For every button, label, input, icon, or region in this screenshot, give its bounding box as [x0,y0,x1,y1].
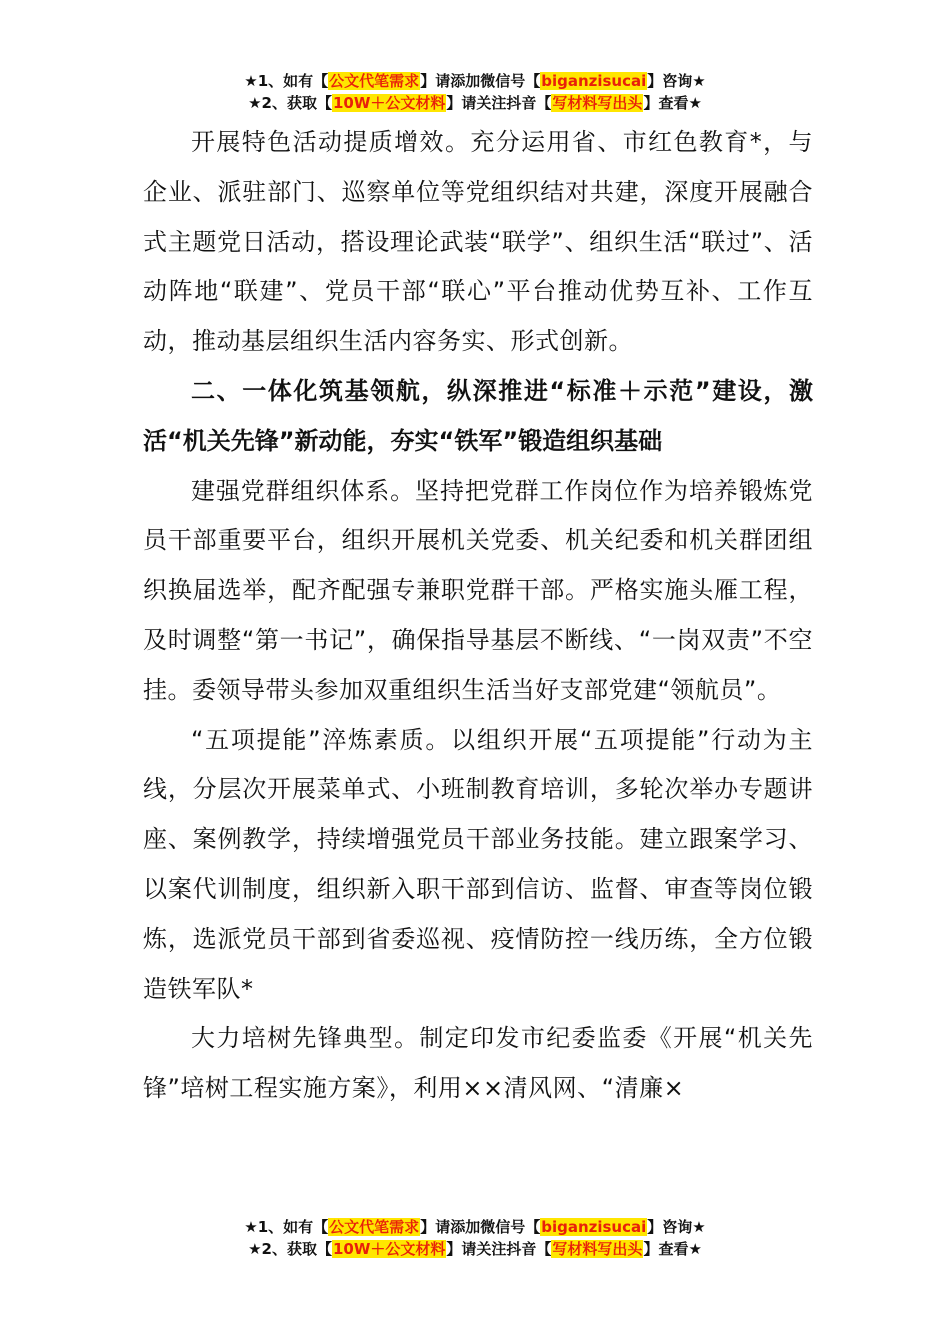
banner-line-2-prefix: ★2、获取【 [248,94,332,112]
footer-line-2-mid: 】请关注抖音【 [446,1240,552,1258]
footer-line-2-highlight-douyin: 写材料写出头 [552,1240,643,1258]
header-banner [0,70,950,114]
banner-line-1-mid: 】请添加微信号【 [420,72,541,90]
banner-line-1-suffix: 】咨询★ [647,72,706,90]
footer-line-1-suffix: 】咨询★ [647,1218,706,1236]
footer-line-1-highlight-wechat: biganzisucai [541,1218,647,1236]
banner-line-1-prefix: ★1、如有【 [244,72,329,90]
banner-line-1-highlight-wechat: biganzisucai [541,72,647,90]
footer-banner-line-1 [0,1216,950,1238]
banner-line-2 [0,92,950,114]
banner-line-2-highlight-douyin: 写材料写出头 [552,94,643,112]
footer-banner-line-2 [0,1238,950,1260]
banner-line-1-highlight-service: 公文代笔需求 [329,72,420,90]
banner-line-1 [0,70,950,92]
banner-line-2-highlight-materials: 10W＋公文材料 [332,94,446,112]
paragraph-party-organization-system: 建强党群组织体系。坚持把党群工作岗位作为培养锻炼党员干部重要平台，组织开展机关党委、机关纪委和机关群团组织换届选举，配齐配强专兼职党群干部。严格实施头雁工程，及时调整“第一书记”，确保指导基层不断线、“一岗双责”不空挂。委领导带头参加双重组织生活当好支部党建“领航员”。 [143,476,813,704]
document-body [143,118,813,1114]
paragraph-special-activities: 开展特色活动提质增效。充分运用省、市红色教育*，与企业、派驻部门、巡察单位等党组织结对共建，深度开展融合式主题党日活动，搭设理论武装“联学”、组织生活“联过”、活动阵地“联建”、党员干部“联心”平台推动优势互补、工作互动，推动基层组织生活内容务实、形式创新。 [143,128,813,356]
footer-line-1-prefix: ★1、如有【 [244,1218,329,1236]
banner-line-2-suffix: 】查看★ [643,94,702,112]
footer-line-1-highlight-service: 公文代笔需求 [329,1218,420,1236]
paragraph-pioneer-models: 大力培树先锋典型。制定印发市纪委监委《开展“机关先锋”培树工程实施方案》，利用××清风网、“清廉× [143,1024,813,1103]
footer-line-2-prefix: ★2、获取【 [248,1240,332,1258]
paragraph-five-capabilities: “五项提能”淬炼素质。以组织开展“五项提能”行动为主线，分层次开展菜单式、小班制教育培训，多轮次举办专题讲座、案例教学，持续增强党员干部业务技能。建立跟案学习、以案代训制度，组织新入职干部到信访、监督、审查等岗位锻炼，选派党员干部到省委巡视、疫情防控一线历练，全方位锻造铁军队* [143,725,813,1003]
footer-line-1-mid: 】请添加微信号【 [420,1218,541,1236]
footer-line-2-suffix: 】查看★ [643,1240,702,1258]
footer-line-2-highlight-materials: 10W＋公文材料 [332,1240,446,1258]
banner-line-2-mid: 】请关注抖音【 [446,94,552,112]
section-heading-2: 二、一体化筑基领航，纵深推进“标准＋示范”建设，激活“机关先锋”新动能，夯实“铁军”锻造组织基础 [143,376,813,455]
footer-banner [0,1216,950,1260]
